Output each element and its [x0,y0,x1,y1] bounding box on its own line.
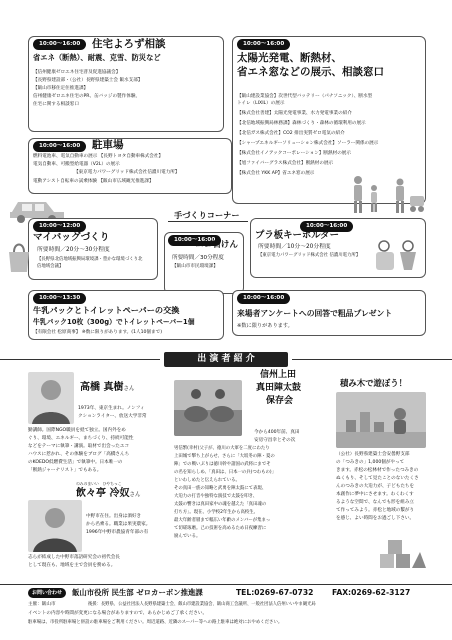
ecosoap-time: 10:00～16:00 [168,235,221,246]
house-title: 住宅よろず相談 [92,38,166,50]
taiko-bio-13: て切磋琢磨。己の技術を高めるため日夜練習に [174,526,267,531]
survey-note: ※数に限りがあります。 [237,323,293,329]
taiko-bio-7: といわしめたと伝えられている。 [174,478,240,483]
taiko-title-2: 真田陣太鼓 [256,383,302,393]
nomiya-bio-2: から名乗る。職業は果実農家。 [86,522,151,527]
solar-line-4: 【北信地域振興局林務課】森林づくり・森林の循環利用の展示 [237,121,366,126]
taiko-photo [174,380,242,436]
keyholder-time: 10:00～16:00 [300,221,353,232]
keyholder-illustration [372,238,424,274]
milk-time: 10:00～13:30 [33,293,86,304]
contact-label: お問い合わせ [28,588,66,598]
takahashi-bio-2: クションライター、放送大学非常 [78,414,147,419]
nomiya-reading: のみのまいい ひやちっこ [76,481,122,486]
takahashi-bio-3: 勤講師。国際NGO職員を経て独立。国内外をめ [28,428,126,433]
ecosoap-org: 【飯山市市民環境課】 [172,264,218,269]
mybag-time: 10:00～12:00 [33,221,86,232]
taiko-bio-5: 陣」での戦いぶりは徳川幹や諸国の武将にまでそ [174,462,271,467]
takahashi-photo [28,372,74,424]
taiko-bio-12: 最大年齢者層まで幅広い年齢のメンバーが集まっ [174,518,271,523]
keyholder-title: プラ板キーホルダー [255,230,340,241]
milk-title: 牛乳パックとトイレットペーパーの交換 [33,305,180,315]
performers-banner-text: 出 演 者 紹 介 [197,354,255,364]
solar-line-6: 【シャープエネルギーソリューション株式会社】ソーラー関係の展示 [237,141,379,146]
taiko-bio-2: 安房守昌幸とその次 [254,438,296,443]
nomiya-bio-3: 1996年中野市農協青年部の有 [86,530,149,535]
taiko-bio-8: その真田一族の知略と武勇を陣太鼓にて表現、 [174,486,267,491]
tsumiki-photo [336,392,426,448]
takahashi-bio-1: 1973年、東京生まれ。ノンフィ [78,406,145,411]
taiko-bio-4: 上田城で撃ち上がらせ、さらに「大坂冬の陣・夏の [174,454,275,459]
house-line-2: 【長野県建設部・（公社）長野県建築士会 飯水支部】 [33,78,143,83]
nomiya-name-text: 飲々亭 冷奴 [76,488,130,499]
takahashi-bio-4: ぐり、環境、エネルギー、まちづくり、持続可能性 [28,436,134,441]
bag-illustration [6,240,32,274]
solar-line-1: 【飯山建設業協会】次世代型バッテリー（パナソニック）、断水型 [237,94,373,99]
taiko-bio-3: 男信繁(幸村)父子が、徳川の大軍を二度にわたり [174,446,270,451]
family-illustration [340,170,430,218]
mybag-org: 【長野県北信地域振興局環境課・豊かな環境づくり北信地域会議】 [37,257,143,270]
footer-host: 主催：飯山市 [28,602,56,607]
parking-time: 10:00～16:00 [33,141,86,152]
house-subtitle: 省エネ（断熱）、耐震、克雪、防災など [33,53,161,62]
takahashi-bio-5: などをテーマに執筆・講演。取材で出会ったエコ [28,444,130,449]
takahashi-name-text: 高橋 真樹 [80,382,124,393]
contact-fax: FAX:0269-62-3127 [332,588,411,597]
footer-note-2: 駐車場は、市役所駐車場と併設の駐車場をご利用ください。周辺道路、近隣のスーパー等への路上駐車は絶対におやめください。 [28,620,283,625]
taiko-title-3: 保存会 [266,396,294,406]
solar-title-2: 省エネ窓などの展示、相談窓口 [237,66,384,78]
survey-title: 来場者アンケートへの回答で粗品プレゼント [237,309,393,318]
takahashi-name [80,382,135,395]
taiko-bio-10: 太鼓の響きは真田家中の魂を越えた「真田魂の [174,502,267,507]
mybag-title: マイバッグづくり [33,232,110,243]
tsumiki-bio-1: （公社）長野県建築士会安曇野支部 [336,452,410,457]
contact-tel: TEL:0269-67-0732 [236,588,314,597]
keyholder-org: 【東京電力パワーグリッド株式会社 信濃川電力所】 [258,253,361,258]
house-time: 10:00～16:00 [33,39,86,50]
solar-title-1: 太陽光発電、断熱材、 [237,52,342,64]
takahashi-bio-7: のKOEDO低燃費生活」で執筆中。日本唯一の [28,460,123,465]
solar-line-9: 【株式会社 YKK AP】省エネ窓の展示 [237,171,315,176]
solar-line-5: 【北信ガス株式会社】CO2 排出実質ゼロ電気の紹介 [237,131,345,136]
taiko-bio-6: の名を知らしめ、「真田は、日本一の兵(つわもの)」 [174,470,277,475]
milk-org: 【有限会社 松原商事】 ※数に限りがあります。(1人10個まで) [33,330,163,335]
performers-banner [0,352,452,367]
taiko-bio-11: 打ち方」。現在、小学校2年生から高校生、 [174,510,259,515]
footer-divider [0,584,452,585]
taiko-bio-1: 今から400年前、真田 [254,430,300,435]
ecosoap-duration: 所要時間／30分程度 [172,255,224,261]
keyholder-duration: 所要時間／10分～20分程度 [258,244,331,250]
tsumiki-bio-2: の「つみきの」1,000個がやって [336,460,405,465]
tsumiki-bio-9: を感じ、よい時間をお過ごし下さい。 [336,516,415,521]
nomiya-bio-4: 志らが結成した中野市落語研究会の初代会長 [28,555,120,560]
nomiya-suffix: さん [129,492,141,498]
house-line-3: 【飯山市移住定住推進課】 [33,86,89,91]
mybag-duration: 所要時間／20分～30分程度 [37,247,110,253]
craft-label-underline [168,221,248,222]
tsumiki-bio-8: て作ってみよう。赤松と地域の繋がり [336,508,415,513]
solar-line-2: トイレ（LIXIL）の展示 [237,101,285,106]
takahashi-bio-8: 「断熱ジャーナリスト」でもある。 [28,468,102,473]
ecosoap-title: エコ石けん [195,240,238,250]
parking-line-2: 電気自動車、可搬型給電器（V2L）の展示 [33,162,120,167]
tsumiki-bio-7: るような空間で、なんでも形を組み立 [336,500,415,505]
footer-support: 後援：長野県、公益社団法人長野県建築士会、飯山市建設業協会、飯山商工会議所、一般社団法人信州いいやま観光局 [88,602,316,607]
nomiya-bio-1: 中野市在住。出身は酒好き [86,514,142,519]
house-line-5: 住宅に関する相談窓口 [33,102,79,107]
house-line-4: 信州健康ゼロエネ住宅のPR、缶バッジの製作体験、 [33,94,141,99]
takahashi-bio-6: ハウスに惹かれ、その体験をブログ「高橋さんち [28,452,130,457]
footer-note-1: イベントの内容や時間が変更になる場合がありますので、あらかじめご了承ください。 [28,611,208,616]
parking-line-1: 燃料電池車、電気自動車の展示 【長野トヨタ自動車株式会社】 [33,154,164,159]
craft-corner-label: 手づくりコーナー [174,210,240,220]
parking-line-4: 電動アシスト自転車の試乗体験 【飯山市広域観光推進課】 [33,179,154,184]
house-line-1: 【信州健康ゼロエネ住宅普及促進協議会】 [33,70,121,75]
milk-detail: 牛乳パック10枚（300g）でトイレットペーパー1個 [33,318,195,326]
nomiya-name [76,488,141,501]
survey-time: 10:00～16:00 [237,293,290,304]
taiko-bio-14: 励んでいる。 [174,534,201,539]
tsumiki-title: 積み木で遊ぼう！ [340,378,407,388]
solar-line-7: 【株式会社イノアックコーポレーション】断熱材の展示 [237,151,351,156]
tsumiki-bio-6: 本創作に夢中にさせます。わくわくす [336,492,414,497]
taiko-title-1: 信州上田 [260,370,297,380]
solar-time: 10:00～16:00 [237,39,290,50]
solar-line-3: 【株式会社善建】太陽光発電事業、水力発電事業の紹介 [237,111,352,116]
tsumiki-bio-5: んのつみきの大迫力が、子どもたちを [336,484,415,489]
nomiya-photo [28,500,82,552]
parking-line-3: 【東京電力パワーグリッド株式会社信濃川電力所】 [74,170,180,175]
contact-org: 飯山市役所 民生部 ゼロカーボン推進課 [72,588,203,597]
solar-line-8: 【旭ファイバーグラス株式会社】断熱材の展示 [237,161,334,166]
taiko-bio-9: 大迫力の打音や独特な演技で太鼓を叩き、 [174,494,258,499]
tsumiki-bio-3: きます。赤松の松林材で作ったつみきの [336,468,419,473]
tsumiki-bio-4: ぬくもり、そして見たことのないたくさ [336,476,419,481]
parking-title: 駐車場 [92,139,124,151]
nomiya-bio-5: として現在も、地域を主で会員を務める。 [28,563,116,568]
blocks-illustration [376,530,426,570]
takahashi-suffix: さん [123,386,135,392]
